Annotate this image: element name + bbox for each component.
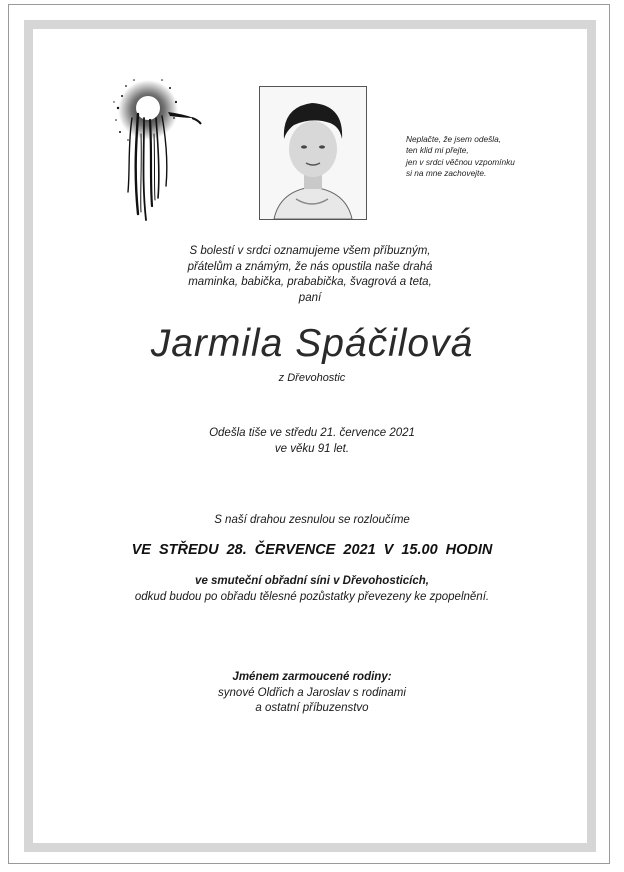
memorial-verse: [406, 134, 596, 179]
verse-line: ten klid mi přejte,: [406, 145, 469, 156]
death-notice: [140, 426, 484, 457]
portrait-photo: [259, 86, 367, 220]
family-heading: Jménem zarmoucené rodiny:: [232, 671, 392, 683]
intro-line: přátelům a známým, že nás opustila naše drahá: [187, 260, 433, 273]
death-line: Odešla tiše ve středu 21. července 2021: [209, 427, 415, 439]
announcement-intro: [130, 244, 490, 306]
funeral-place-line: ve smuteční obřadní síni v Dřevohosticích,: [195, 575, 429, 587]
farewell-intro: S naší drahou zesnulou se rozloučíme: [214, 514, 410, 526]
family-signature: [140, 670, 484, 717]
death-line: ve věku 91 let.: [274, 442, 350, 455]
funeral-place: [60, 574, 564, 605]
verse-line: jen v srdci věčnou vzpomínku: [406, 156, 515, 167]
intro-line: paní: [298, 291, 322, 304]
verse-line: si na mne zachovejte.: [406, 167, 487, 178]
funeral-cremation-line: odkud budou po obřadu tělesné pozůstatky převezeny ke zpopelnění.: [134, 590, 490, 603]
family-line: synové Oldřich a Jaroslav s rodinami: [218, 686, 406, 699]
intro-line: maminka, babička, prababička, švagrová a teta,: [188, 276, 432, 288]
verse-line: Neplačte, že jsem odešla,: [406, 134, 502, 144]
mourning-emblem-icon: [108, 74, 204, 224]
deceased-name: Jarmila Spáčilová: [150, 322, 474, 365]
deceased-origin: z Dřevohostic: [278, 372, 346, 384]
family-line: a ostatní příbuzenstvo: [255, 702, 369, 714]
portrait-image: [260, 87, 366, 219]
intro-line: S bolestí v srdci oznamujeme všem příbuzným,: [189, 245, 431, 257]
funeral-date: VE STŘEDU 28. ČERVENCE 2021 V 15.00 HODIN: [131, 542, 493, 558]
